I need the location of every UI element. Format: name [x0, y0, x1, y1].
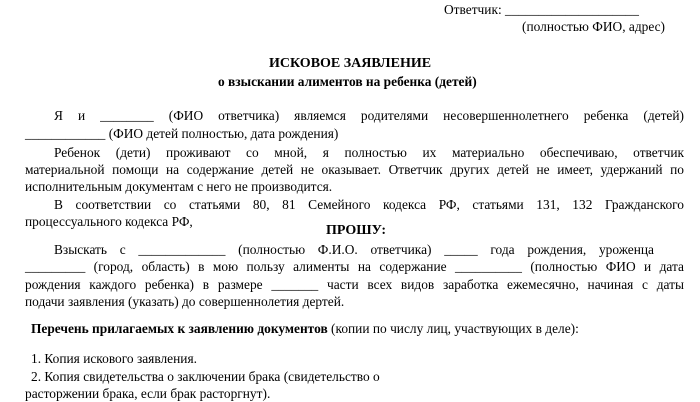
attachment-item: 1. Копия искового заявления. — [31, 351, 197, 366]
request-heading: ПРОШУ: — [326, 223, 387, 238]
attachment-item: расторжении брака, если брак расторгнут). — [25, 386, 271, 401]
attachment-item: 2. Копия свидетельства о заключении брака (свидетельство о — [31, 369, 380, 384]
attachments-heading — [31, 321, 579, 337]
attachments-heading-bold: Перечень прилагаемых к заявлению документов — [31, 321, 328, 336]
body-line: Ребенок (дети) проживают со мной, я полностью их материально обеспечиваю, ответчик — [54, 145, 684, 160]
document-subtitle: о взыскании алиментов на ребенка (детей) — [218, 74, 477, 89]
request-line: Взыскать с _____________ (полностью Ф.И.О. ответчика) _____ года рождения, уроженца — [54, 242, 654, 257]
body-line: ____________ (ФИО детей полностью, дата рождения) — [25, 126, 339, 141]
body-line: исполнительным документам с него не производится. — [25, 179, 333, 194]
attachments-heading-note: (копии по числу лиц, участвующих в деле): — [327, 321, 579, 336]
document-title: ИСКОВОЕ ЗАЯВЛЕНИЕ — [269, 56, 432, 71]
respondent-hint: (полностью ФИО, адрес) — [522, 19, 666, 34]
body-line: Я и ________ (ФИО ответчика) являемся родителями несовершеннолетнего ребенка (детей) — [54, 108, 684, 123]
body-line: материальной помощи на содержание детей не оказывает. Ответчик других детей не имеет, удержаний по — [25, 162, 684, 177]
respondent-line: Ответчик: ____________________ — [444, 2, 639, 17]
body-line: процессуального кодекса РФ, — [25, 214, 193, 229]
request-line: рождения каждого ребенка) в размере _______ части всех видов заработка ежемесячно, начиная с даты — [25, 277, 684, 292]
request-line: подачи заявления (указать) до совершеннолетия дертей. — [25, 294, 345, 309]
body-line: В соответствии со статьями 80, 81 Семейного кодекса РФ, статьями 131, 132 Гражданского — [54, 197, 684, 212]
request-line: _________ (город, область) в мою пользу алименты на содержание __________ (полностью ФИО и дата — [25, 259, 684, 274]
